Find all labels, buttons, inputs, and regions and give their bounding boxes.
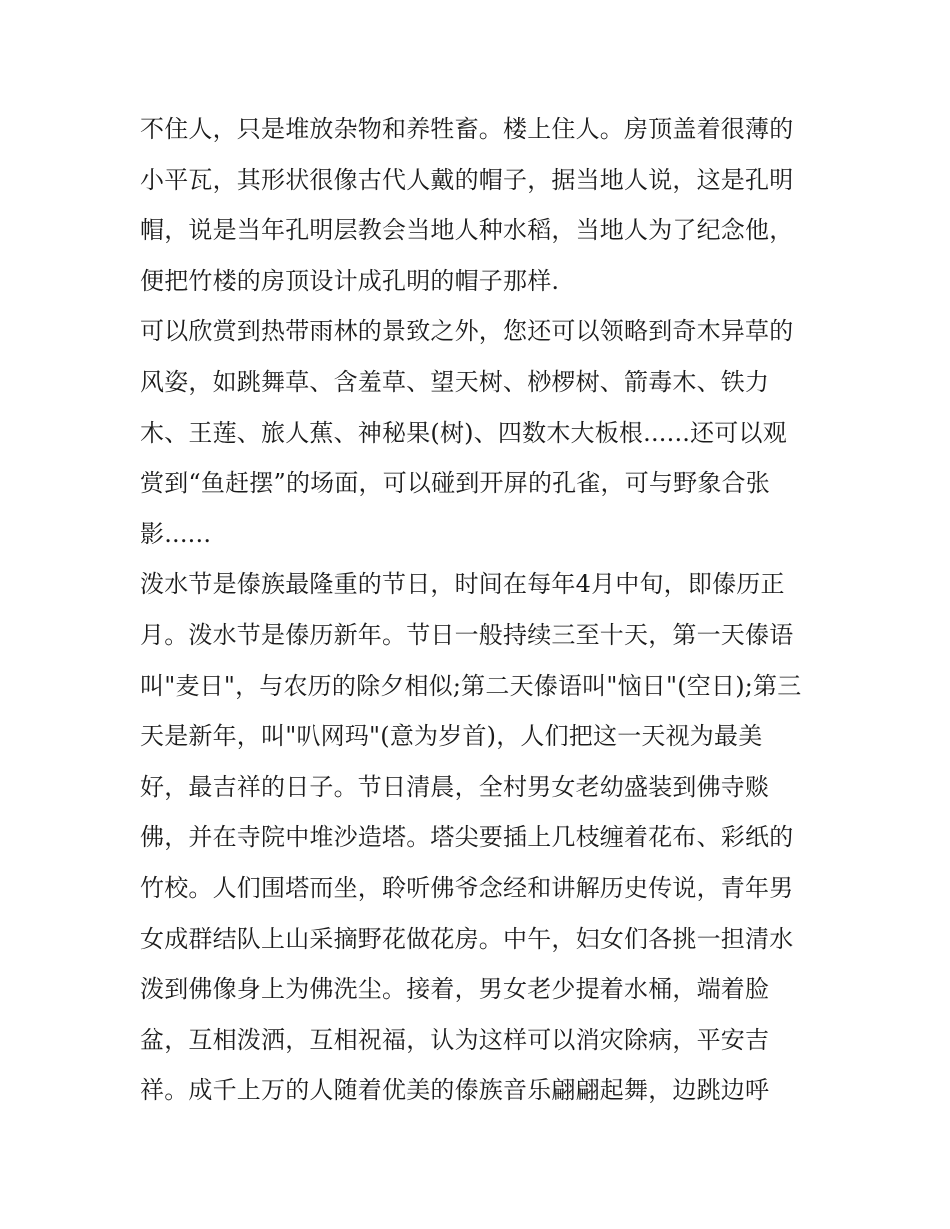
text-line: 叫"麦日"，与农历的除夕相似;第二天傣语叫"恼日"(空日);第三 [140, 671, 802, 700]
text-line: 便把竹楼的房顶设计成孔明的帽子那样. [140, 266, 560, 295]
text-line: 风姿，如跳舞草、含羞草、望天树、桫椤树、箭毒木、铁力 [140, 367, 770, 396]
text-line: 小平瓦，其形状很像古代人戴的帽子，据当地人说，这是孔明 [140, 165, 794, 194]
document-body [140, 104, 816, 1116]
text-line: 竹校。人们围塔而坐，聆听佛爷念经和讲解历史传说，青年男 [140, 873, 794, 902]
text-line: 木、王莲、旅人蕉、神秘果(树)、四数木大板根......还可以观 [140, 418, 787, 447]
text-line: 不住人，只是堆放杂物和养牲畜。楼上住人。房顶盖着很薄的 [140, 115, 794, 143]
text-line: 天是新年，叫"叭网玛"(意为岁首)，人们把这一天视为最美 [140, 722, 763, 751]
text-line: 盆，互相泼洒，互相祝福，认为这样可以消灾除病，平安吉 [140, 1025, 770, 1054]
text-line: 好，最吉祥的日子。节日清晨，全村男女老幼盛装到佛寺赕 [140, 772, 770, 801]
text-line: 帽，说是当年孔明层教会当地人种水稻，当地人为了纪念他， [140, 216, 794, 245]
text-line: 赏到“鱼赶摆”的场面，可以碰到开屏的孔雀，可与野象合张 [140, 469, 770, 498]
text-line: 月。泼水节是傣历新年。节日一般持续三至十天，第一天傣语 [140, 620, 794, 649]
text-line: 泼水节是傣族最隆重的节日，时间在每年4月中旬，即傣历正 [140, 570, 785, 599]
text-line: 佛，并在寺院中堆沙造塔。塔尖要插上几枝缠着花布、彩纸的 [140, 823, 794, 852]
text-line: 泼到佛像身上为佛洗尘。接着，男女老少提着水桶，端着脸 [140, 975, 770, 1004]
text-line: 女成群结队上山采摘野花做花房。中午，妇女们各挑一担清水 [140, 924, 794, 953]
text-line: 祥。成千上万的人随着优美的傣族音乐翩翩起舞，边跳边呼 [140, 1076, 770, 1105]
text-line: 可以欣赏到热带雨林的景致之外，您还可以领略到奇木异草的 [140, 317, 794, 346]
text-line: 影...... [140, 519, 212, 548]
